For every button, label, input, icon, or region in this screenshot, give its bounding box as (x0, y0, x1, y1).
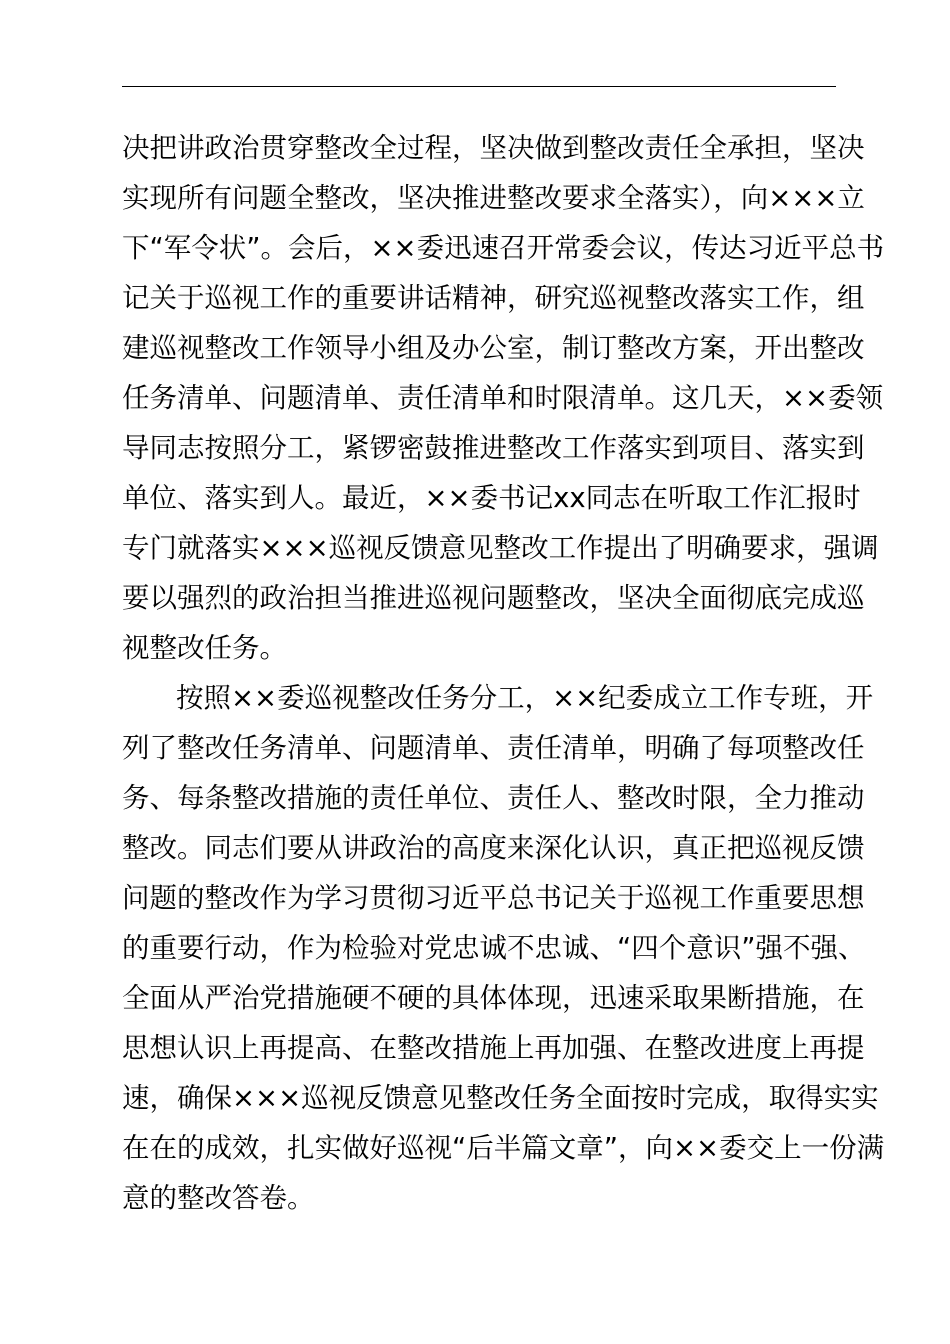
paragraph-2-line: 在在的成效，扎实做好巡视“后半篇文章”，向××委交上一份满 (122, 1132, 885, 1164)
paragraph-1-line: 要以强烈的政治担当推进巡视问题整改，坚决全面彻底完成巡 (122, 582, 865, 614)
paragraph-2-line: 意的整改答卷。 (122, 1182, 315, 1214)
paragraph-1-line: 任务清单、问题清单、责任清单和时限清单。这几天，××委领 (122, 382, 884, 414)
paragraph-2-line: 问题的整改作为学习贯彻习近平总书记关于巡视工作重要思想 (122, 882, 865, 914)
body-text (122, 123, 885, 1223)
paragraph-1-line: 记关于巡视工作的重要讲话精神，研究巡视整改落实工作，组 (122, 282, 865, 314)
paragraph-2-line: 的重要行动，作为检验对党忠诚不忠诚、“四个意识”强不强、 (122, 932, 866, 964)
paragraph-2-line: 按照××委巡视整改任务分工，××纪委成立工作专班，开 (176, 682, 874, 714)
paragraph-1-line: 视整改任务。 (122, 632, 287, 664)
paragraph-2-line: 全面从严治党措施硬不硬的具体体现，迅速采取果断措施，在 (122, 982, 865, 1014)
paragraph-2-line: 思想认识上再提高、在整改措施上再加强、在整改进度上再提 (122, 1032, 865, 1064)
header-rule (122, 86, 836, 87)
paragraph-1-line: 建巡视整改工作领导小组及办公室，制订整改方案，开出整改 (122, 332, 865, 364)
paragraph-2-line: 务、每条整改措施的责任单位、责任人、整改时限，全力推动 (122, 782, 865, 814)
paragraph-1-line: 导同志按照分工，紧锣密鼓推进整改工作落实到项目、落实到 (122, 432, 865, 464)
paragraph-1-line: 单位、落实到人。最近，××委书记xx同志在听取工作汇报时 (122, 482, 861, 514)
paragraph-2-line: 整改。同志们要从讲政治的高度来深化认识，真正把巡视反馈 (122, 832, 865, 864)
paragraph-1-line: 实现所有问题全整改，坚决推进整改要求全落实），向×××立 (122, 182, 865, 214)
paragraph-2-line: 列了整改任务清单、问题清单、责任清单，明确了每项整改任 (122, 732, 865, 764)
paragraph-2-line: 速，确保×××巡视反馈意见整改任务全面按时完成，取得实实 (122, 1082, 879, 1114)
paragraph-1-line: 专门就落实×××巡视反馈意见整改工作提出了明确要求，强调 (122, 532, 879, 564)
paragraph-1-line: 决把讲政治贯穿整改全过程，坚决做到整改责任全承担，坚决 (122, 132, 865, 164)
paragraph-1-line: 下“军令状”。会后，××委迅速召开常委会议，传达习近平总书 (122, 232, 885, 264)
